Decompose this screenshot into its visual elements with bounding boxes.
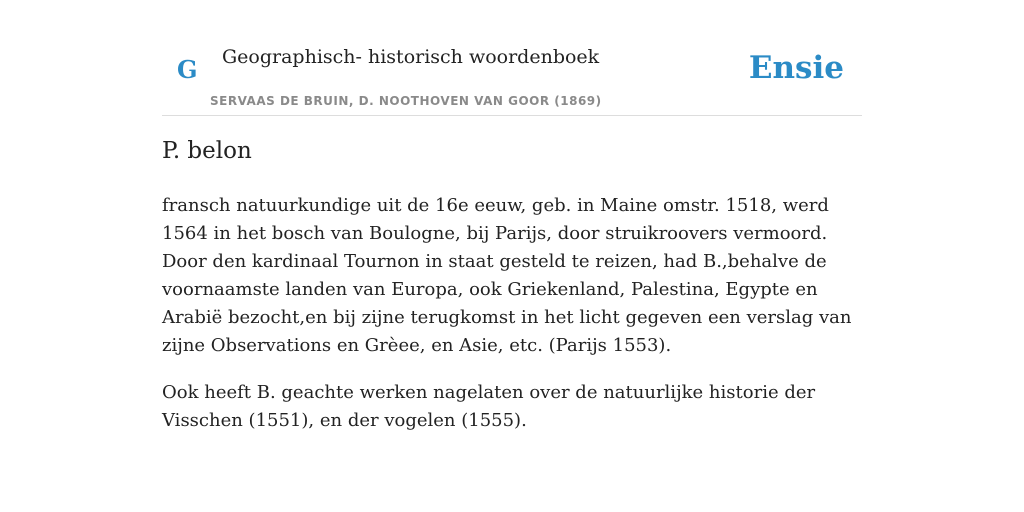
ensie-logo-link[interactable]: Ensie [748,50,844,86]
book-header [162,36,862,116]
entry-body [162,192,862,454]
entry-title: P. belon [162,138,252,164]
book-title-link[interactable]: Geographisch- historisch woordenboek [222,46,600,68]
entry-paragraph-1: fransch natuurkundige uit de 16e eeuw, geb. in Maine omstr. 1518, werd 1564 in het bosch van Boulogne, bij Parijs, door struikroovers vermoord. Door den kardinaal Tournon in staat gesteld te reizen, had B.,behalve de voornaamste landen van Europa, ook Griekenland, Palestina, Egypte en Arabië bezocht,en bij zijne terugkomst in het licht gegeven een verslag van zijne Observations en Grèee, en Asie, etc. (Parijs 1553). [162,195,852,356]
book-authors: SERVAAS DE BRUIN, D. NOOTHOVEN VAN GOOR (1869) [210,94,602,108]
entry-paragraph-2: Ook heeft B. geachte werken nagelaten over de natuurlijke historie der Visschen (1551), en der vogelen (1555). [162,382,816,431]
index-letter-link[interactable]: G [177,55,198,84]
